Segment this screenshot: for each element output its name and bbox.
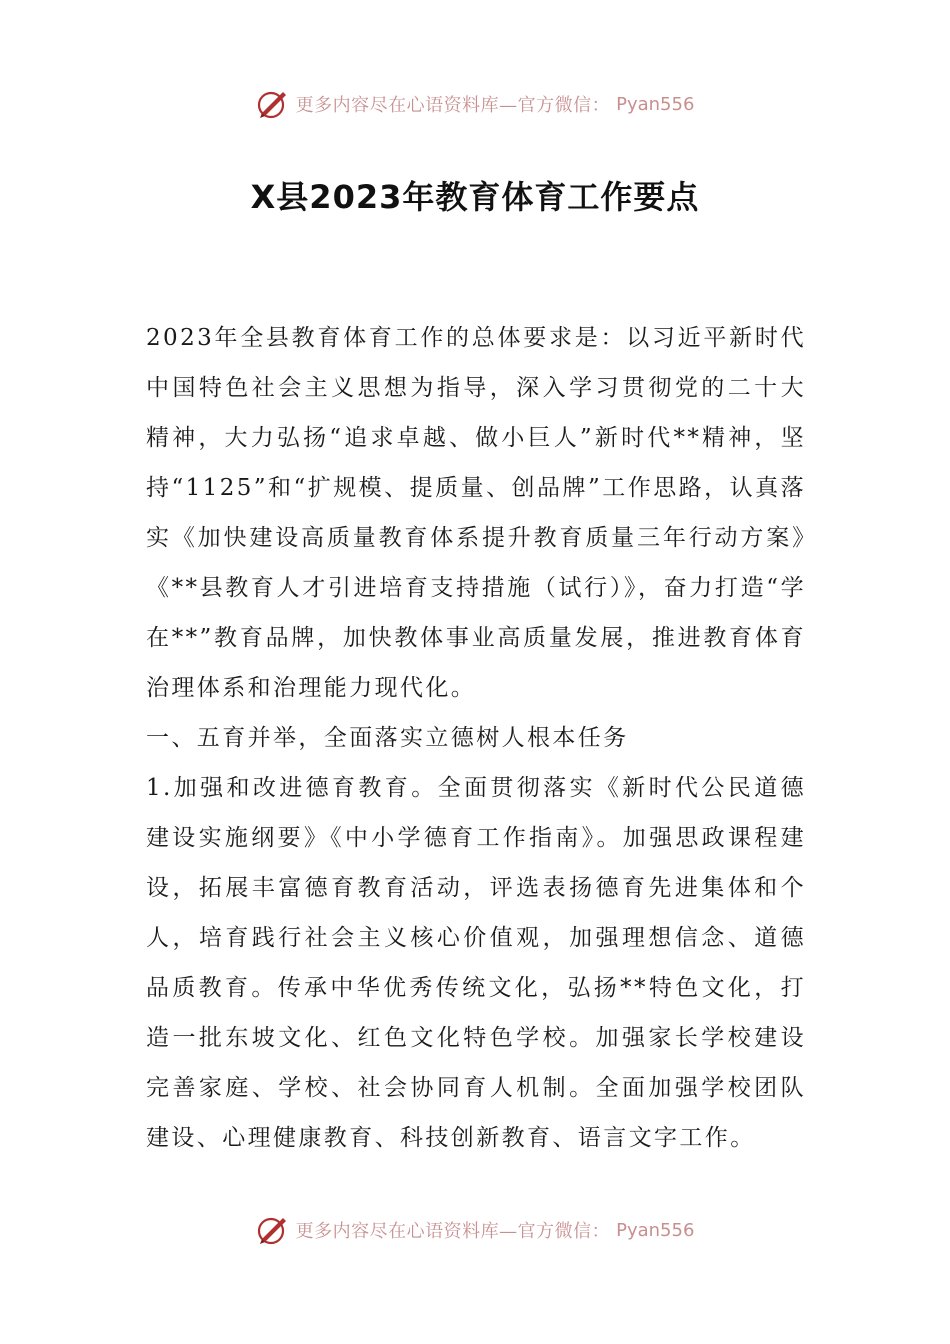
watermark-id: Pyan556 xyxy=(616,1219,695,1241)
watermark-footer xyxy=(0,1210,950,1250)
document-body xyxy=(146,313,806,1163)
item-paragraph-1: 1.加强和改进德育教育。全面贯彻落实《新时代公民道德建设实施纲要》《中小学德育工作指南》。加强思政课程建设，拓展丰富德育教育活动，评选表扬德育先进集体和个人，培育践行社会主义核心价值观，加强理想信念、道德品质教育。传承中华优秀传统文化，弘扬**特色文化，打造一批东坡文化、红色文化特色学校。加强家长学校建设完善家庭、学校、社会协同育人机制。全面加强学校团队建设、心理健康教育、科技创新教育、语言文字工作。 xyxy=(146,775,806,1151)
watermark-text: 更多内容尽在心语资料库—官方微信： xyxy=(295,1221,611,1242)
section-heading-1: 一、五育并举，全面落实立德树人根本任务 xyxy=(146,725,629,751)
pen-logo-icon xyxy=(256,1213,290,1247)
watermark-text: 更多内容尽在心语资料库—官方微信： xyxy=(295,95,611,116)
pen-logo-icon xyxy=(256,87,290,121)
intro-paragraph: 2023年全县教育体育工作的总体要求是：以习近平新时代中国特色社会主义思想为指导，深入学习贯彻党的二十大精神，大力弘扬“追求卓越、做小巨人”新时代**精神，坚持“1125”和“扩规模、提质量、创品牌”工作思路，认真落实《加快建设高质量教育体系提升教育质量三年行动方案》《**县教育人才引进培育支持措施（试行）》，奋力打造“学在**”教育品牌，加快教体事业高质量发展，推进教育体育治理体系和治理能力现代化。 xyxy=(146,325,806,701)
watermark-id: Pyan556 xyxy=(616,93,695,115)
document-title: X县2023年教育体育工作要点 xyxy=(250,178,700,216)
watermark-header xyxy=(0,84,950,124)
